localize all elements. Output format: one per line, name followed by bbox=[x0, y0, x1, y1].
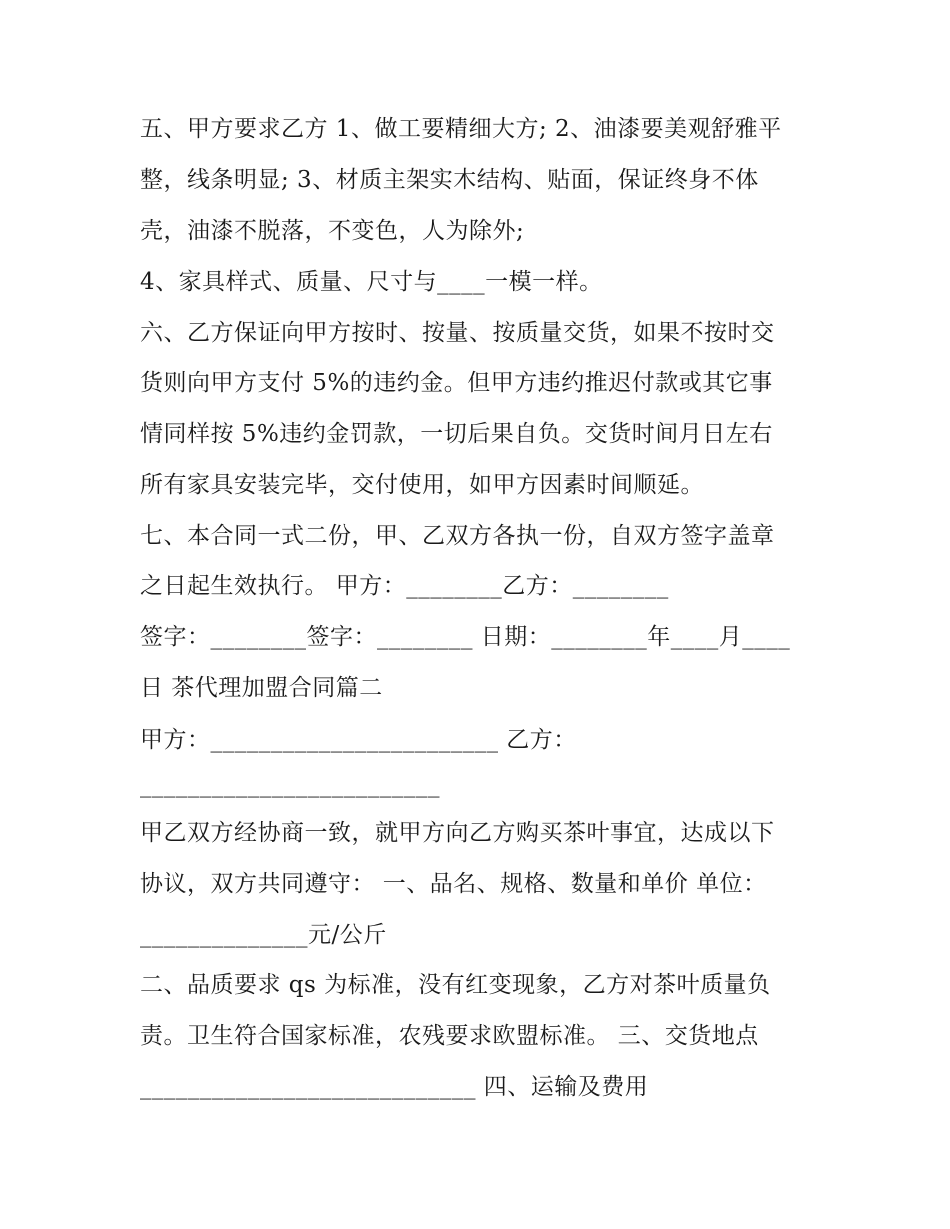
text-line: 五、甲方要求乙方 1、做工要精细大方; 2、油漆要美观舒雅平 bbox=[140, 116, 782, 142]
text-line: 责。卫生符合国家标准，农残要求欧盟标准。 三、交货地点 bbox=[140, 1023, 759, 1049]
text-line: 六、乙方保证向甲方按时、按量、按质量交货，如果不按时交 bbox=[140, 320, 775, 346]
blank-line: _________________________ bbox=[140, 772, 440, 798]
text-line: 4、家具样式、质量、尺寸与____一模一样。 bbox=[140, 269, 603, 295]
text-line: 壳，油漆不脱落，不变色，人为除外; bbox=[140, 218, 525, 244]
text-line: 之日起生效执行。 甲方：________乙方：________ bbox=[140, 573, 669, 599]
text-line: ______________元/公斤 bbox=[140, 922, 387, 948]
text-line: 签字：________签字：________ 日期：________年____月____ bbox=[140, 624, 791, 650]
text-line: 七、本合同一式二份，甲、乙双方各执一份，自双方签字盖章 bbox=[140, 523, 775, 549]
text-line: 二、品质要求 qs 为标准，没有红变现象，乙方对茶叶质量负 bbox=[140, 972, 771, 998]
text-line: 所有家具安装完毕，交付使用，如甲方因素时间顺延。 bbox=[140, 472, 704, 498]
text-line: 协议，双方共同遵守： 一、品名、规格、数量和单价 单位： bbox=[140, 871, 767, 897]
text-line: 整，线条明显; 3、材质主架实木结构、贴面，保证终身不体 bbox=[140, 167, 759, 193]
text-line: 货则向甲方支付 5%的违约金。但甲方违约推迟付款或其它事 bbox=[140, 370, 773, 396]
text-line: 情同样按 5%违约金罚款，一切后果自负。交货时间月日左右 bbox=[140, 421, 773, 447]
text-line: 甲方：________________________ 乙方： bbox=[140, 727, 577, 753]
text-line: 甲乙双方经协商一致，就甲方向乙方购买茶叶事宜，达成以下 bbox=[140, 820, 775, 846]
section-heading: 日 茶代理加盟合同篇二 bbox=[140, 675, 383, 701]
text-line: ____________________________ 四、运输及费用 bbox=[140, 1074, 649, 1100]
